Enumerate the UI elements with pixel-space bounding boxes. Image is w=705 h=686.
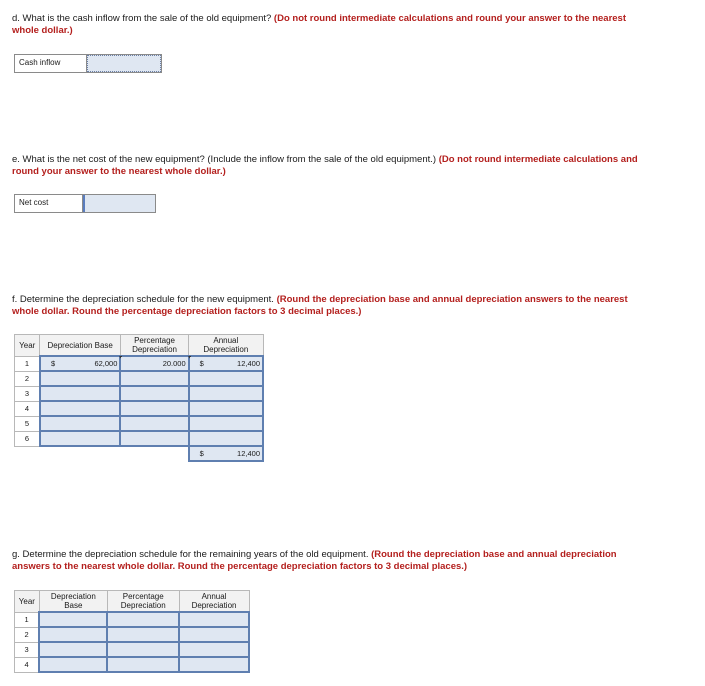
annual-input[interactable] bbox=[179, 642, 249, 657]
cash-inflow-label: Cash inflow bbox=[15, 55, 87, 72]
currency-symbol: $ bbox=[50, 359, 56, 368]
header-depreciation-base: Depreciation Base bbox=[40, 335, 120, 357]
percentage-input[interactable] bbox=[107, 612, 179, 627]
old-equipment-schedule bbox=[14, 590, 250, 673]
table-row bbox=[15, 612, 250, 627]
table-row bbox=[15, 356, 264, 371]
base-input[interactable] bbox=[40, 431, 120, 446]
percentage-input[interactable] bbox=[120, 416, 188, 431]
question-e-instruction: (Do not round intermediate calculations and round your answer to the nearest whole dollar.) bbox=[12, 154, 638, 177]
currency-symbol: $ bbox=[199, 449, 204, 458]
base-value: 62,000 bbox=[94, 359, 118, 368]
table-row bbox=[15, 642, 250, 657]
base-input[interactable] bbox=[40, 356, 120, 371]
new-equipment-schedule bbox=[14, 334, 264, 462]
annual-input[interactable] bbox=[189, 416, 263, 431]
question-e bbox=[12, 154, 652, 177]
annual-input[interactable] bbox=[179, 627, 249, 642]
net-cost-row bbox=[14, 194, 156, 213]
question-f-instruction: (Round the depreciation base and annual depreciation answers to the nearest whole dollar. Round the percentage depreciation factors to 3 decimal places.) bbox=[12, 294, 628, 317]
base-input[interactable] bbox=[39, 612, 107, 627]
year-cell: 2 bbox=[15, 371, 40, 386]
year-cell: 6 bbox=[15, 431, 40, 446]
annual-input[interactable] bbox=[189, 386, 263, 401]
question-g bbox=[12, 549, 652, 572]
base-input[interactable] bbox=[40, 386, 120, 401]
annual-input[interactable] bbox=[189, 356, 263, 371]
cash-inflow-row bbox=[14, 54, 162, 73]
percentage-input[interactable] bbox=[107, 627, 179, 642]
question-g-text: g. Determine the depreciation schedule for the remaining years of the old equipment. bbox=[12, 549, 369, 560]
annual-input[interactable] bbox=[189, 371, 263, 386]
header-annual-depreciation: Annual Depreciation bbox=[189, 335, 263, 357]
table-row bbox=[15, 386, 264, 401]
net-cost-input[interactable] bbox=[83, 195, 155, 212]
base-input[interactable] bbox=[39, 657, 107, 672]
table-row bbox=[15, 371, 264, 386]
question-e-text: e. What is the net cost of the new equipment? (Include the inflow from the sale of the old equipment.) bbox=[12, 154, 437, 165]
currency-symbol: $ bbox=[199, 359, 204, 368]
annual-input[interactable] bbox=[179, 657, 249, 672]
question-d-instruction: (Do not round intermediate calculations and round your answer to the nearest whole dollar.) bbox=[12, 13, 626, 36]
year-cell: 2 bbox=[15, 627, 40, 642]
total-row bbox=[15, 446, 264, 461]
base-input[interactable] bbox=[40, 416, 120, 431]
question-d bbox=[12, 13, 652, 36]
header-percentage-depreciation: Percentage Depreciation bbox=[120, 335, 188, 357]
annual-value: 12,400 bbox=[237, 359, 260, 368]
year-cell: 4 bbox=[15, 657, 40, 672]
percentage-input[interactable] bbox=[120, 386, 188, 401]
year-cell: 1 bbox=[15, 356, 40, 371]
header-percentage-depreciation: Percentage Depreciation bbox=[107, 591, 179, 613]
total-value: 12,400 bbox=[237, 449, 260, 458]
base-input[interactable] bbox=[39, 642, 107, 657]
question-d-text: d. What is the cash inflow from the sale of the old equipment? bbox=[12, 13, 272, 24]
table-header-row bbox=[15, 591, 250, 613]
base-input[interactable] bbox=[40, 401, 120, 416]
header-annual-depreciation: Annual Depreciation bbox=[179, 591, 249, 613]
annual-input[interactable] bbox=[179, 612, 249, 627]
percentage-input[interactable] bbox=[120, 371, 188, 386]
header-depreciation-base: Depreciation Base bbox=[39, 591, 107, 613]
net-cost-label: Net cost bbox=[15, 195, 83, 212]
annual-input[interactable] bbox=[189, 401, 263, 416]
year-cell: 3 bbox=[15, 642, 40, 657]
table-row bbox=[15, 401, 264, 416]
table-row bbox=[15, 657, 250, 672]
cash-inflow-input[interactable] bbox=[87, 55, 161, 72]
year-cell: 4 bbox=[15, 401, 40, 416]
percentage-value: 20.000 bbox=[162, 359, 186, 368]
table-row bbox=[15, 416, 264, 431]
header-year: Year bbox=[15, 335, 40, 357]
base-input[interactable] bbox=[39, 627, 107, 642]
question-f-text: f. Determine the depreciation schedule for the new equipment. bbox=[12, 294, 274, 305]
percentage-input[interactable] bbox=[120, 431, 188, 446]
base-input[interactable] bbox=[40, 371, 120, 386]
year-cell: 3 bbox=[15, 386, 40, 401]
percentage-input[interactable] bbox=[120, 401, 188, 416]
year-cell: 1 bbox=[15, 612, 40, 627]
total-annual-depreciation[interactable] bbox=[189, 446, 263, 461]
percentage-input[interactable] bbox=[107, 642, 179, 657]
percentage-input[interactable] bbox=[120, 356, 188, 371]
annual-input[interactable] bbox=[189, 431, 263, 446]
question-f bbox=[12, 294, 652, 317]
question-g-instruction: (Round the depreciation base and annual depreciation answers to the nearest whole dollar. Round the percentage depreciation factors to 3 decimal places.) bbox=[12, 549, 617, 572]
table-row bbox=[15, 431, 264, 446]
table-header-row bbox=[15, 335, 264, 357]
year-cell: 5 bbox=[15, 416, 40, 431]
header-year: Year bbox=[15, 591, 40, 613]
table-row bbox=[15, 627, 250, 642]
percentage-input[interactable] bbox=[107, 657, 179, 672]
